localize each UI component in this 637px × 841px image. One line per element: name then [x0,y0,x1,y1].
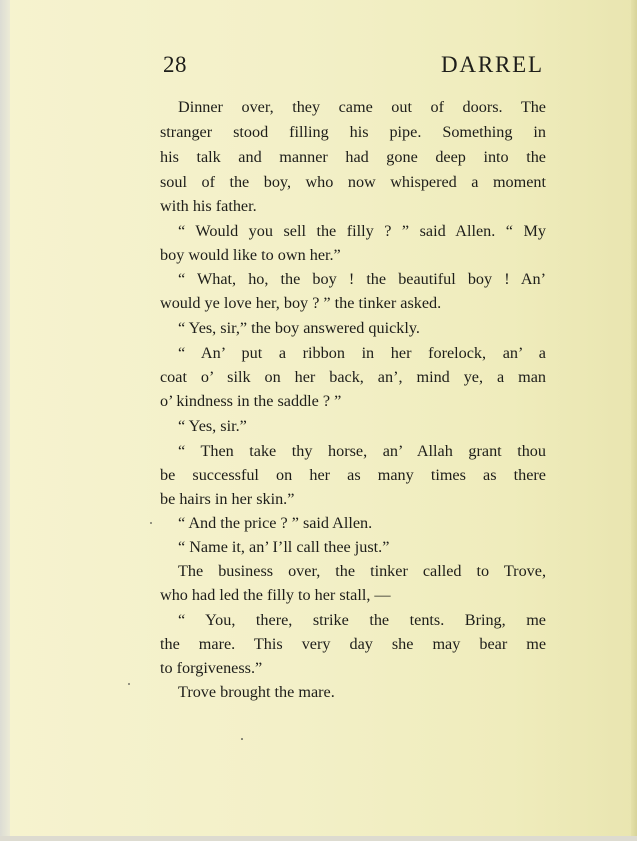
text-line: who had led the filly to her stall, — [160,586,391,604]
text-line: the mare. This very day she may bear me [160,635,546,653]
text-line: with his father. [160,197,257,215]
text-line: “ And the price ? ” said Allen. [178,514,373,532]
print-speck [128,683,130,685]
text-line: “ You, there, strike the tents. Bring, me [178,611,546,629]
text-line: o’ kindness in the saddle ? ” [160,392,342,410]
page-bottom-edge [0,836,637,841]
text-line: “ Then take thy horse, an’ Allah grant thou [178,442,546,460]
text-line: boy would like to own her.” [160,246,341,264]
text-line: soul of the boy, who now whispered a moment [160,173,546,191]
text-line: be successful on her as many times as there [160,466,546,484]
text-line: “ Yes, sir,” the boy answered quickly. [178,319,420,337]
page-number: 28 [163,52,187,77]
print-speck [150,522,152,524]
text-line: Dinner over, they came out of doors. The [178,98,546,116]
text-line: “ An’ put a ribbon in her forelock, an’ a [178,344,546,362]
page-right-edge [631,0,637,841]
print-speck [241,738,243,740]
page-left-edge [0,0,10,841]
text-line: “ Yes, sir.” [178,417,247,435]
text-line: to forgiveness.” [160,659,263,677]
text-line: The business over, the tinker called to Trove, [178,562,546,580]
text-line: coat o’ silk on her back, an’, mind ye, a man [160,368,546,386]
running-head: DARREL [441,52,544,77]
text-line: his talk and manner had gone deep into the [160,148,546,166]
text-line: would ye love her, boy ? ” the tinker asked. [160,294,442,312]
text-line: stranger stood filling his pipe. Something in [160,123,546,141]
text-line: “ What, ho, the boy ! the beautiful boy ! An’ [178,270,546,288]
text-line: Trove brought the mare. [178,683,335,701]
text-line: “ Name it, an’ I’ll call thee just.” [178,538,390,556]
text-line: be hairs in her skin.” [160,490,295,508]
text-line: “ Would you sell the filly ? ” said Allen. “ My [178,222,546,240]
